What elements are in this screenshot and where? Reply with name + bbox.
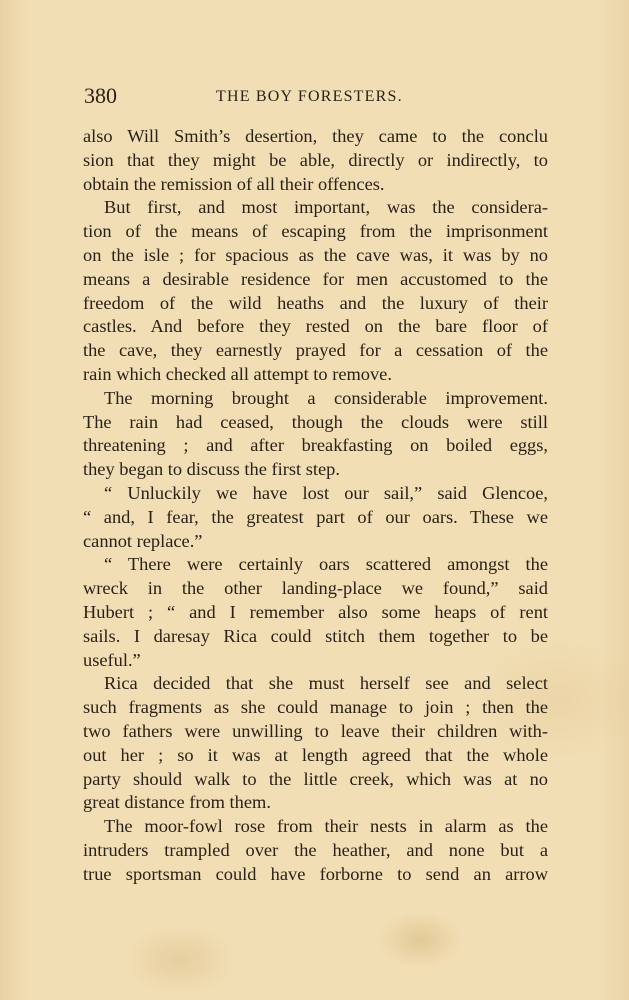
text-line: “ There were certainly oars scattered amongst the <box>104 554 548 575</box>
text-line: cannot replace.” <box>83 530 203 551</box>
text-line: two fathers were unwilling to leave their children with- <box>83 720 548 741</box>
text-line: tion of the means of escaping from the imprisonment <box>83 221 548 242</box>
text-line: But first, and most important, was the considera- <box>104 197 548 218</box>
running-head: THE BOY FORESTERS. <box>216 88 403 105</box>
text-line: means a desirable residence for men accustomed to the <box>83 268 548 289</box>
text-line: rain which checked all attempt to remove. <box>83 363 392 384</box>
text-line: out her ; so it was at length agreed that the whole <box>83 744 548 765</box>
page-header <box>84 84 546 108</box>
text-line: useful.” <box>83 649 141 670</box>
text-line: freedom of the wild heaths and the luxury of their <box>83 292 548 313</box>
text-line: on the isle ; for spacious as the cave was, it was by no <box>83 244 548 265</box>
text-line: Hubert ; “ and I remember also some heaps of rent <box>83 601 548 622</box>
text-line: sails. I daresay Rica could stitch them together to be <box>83 625 548 646</box>
text-line: threatening ; and after breakfasting on boiled eggs, <box>83 435 548 456</box>
text-line: such fragments as she could manage to join ; then the <box>83 697 548 718</box>
text-line: party should walk to the little creek, which was at no <box>83 768 548 789</box>
text-line: true sportsman could have forborne to send an arrow <box>83 863 548 884</box>
text-line: the cave, they earnestly prayed for a cessation of the <box>83 340 548 361</box>
page-number: 380 <box>84 83 117 108</box>
text-line: “ Unluckily we have lost our sail,” said Glencoe, <box>104 482 548 503</box>
text-line: great distance from them. <box>83 792 271 813</box>
text-line: sion that they might be able, directly or indirectly, to <box>83 149 548 170</box>
text-line: intruders trampled over the heather, and none but a <box>83 839 548 860</box>
text-line: “ and, I fear, the greatest part of our oars. These we <box>83 506 548 527</box>
text-line: wreck in the other landing-place we found,” said <box>83 578 548 599</box>
text-line: Rica decided that she must herself see and select <box>104 673 548 694</box>
text-line: The moor-fowl rose from their nests in alarm as the <box>104 816 548 837</box>
text-line: obtain the remission of all their offences. <box>83 173 385 194</box>
text-line: The morning brought a considerable improvement. <box>104 387 548 408</box>
text-line: castles. And before they rested on the bare floor of <box>83 316 548 337</box>
text-line: also Will Smith’s desertion, they came to the conclu <box>83 126 548 146</box>
body-text <box>83 125 548 887</box>
text-line: they began to discuss the first step. <box>83 459 340 480</box>
text-line: The rain had ceased, though the clouds were still <box>83 411 548 432</box>
